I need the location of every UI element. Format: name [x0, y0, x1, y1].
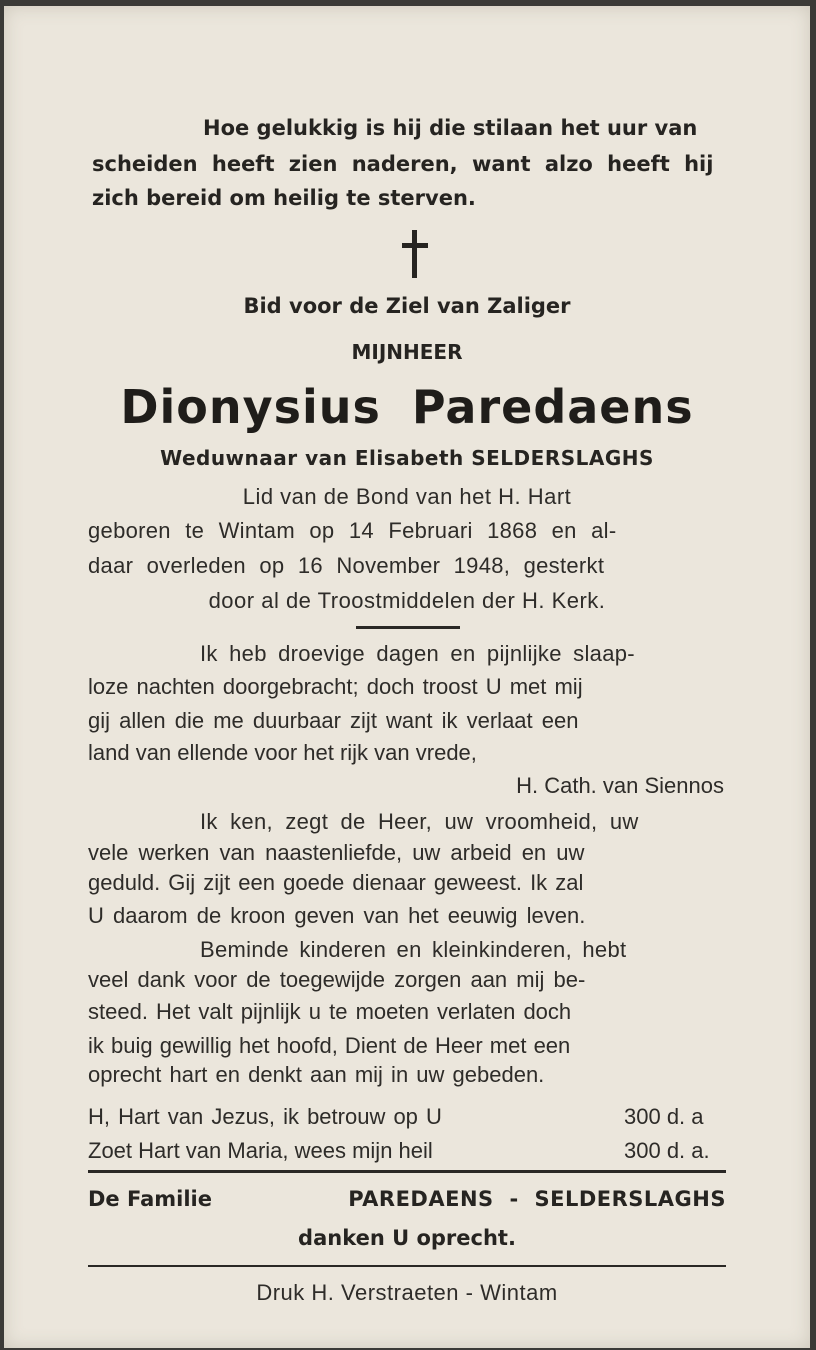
passage3-line-2: veel dank voor de toegewijde zorgen aan mij be- [88, 967, 586, 992]
divider-lower [88, 1265, 726, 1267]
quote-line-2: scheiden heeft zien naderen, want alzo heeft hij [92, 152, 714, 176]
divider-upper [88, 1170, 726, 1173]
short-divider [356, 626, 460, 629]
family-thanks-line [88, 1189, 726, 1210]
indulgence-days-2: 300 d. a. [624, 1138, 710, 1163]
passage3-line-5: oprecht hart en denkt aan mij in uw gebeden. [88, 1062, 545, 1087]
title-mijnheer: MIJNHEER [351, 340, 463, 364]
family-names: PAREDAENS - SELDERSLAGHS [348, 1187, 726, 1211]
passage1-line-1: Ik heb droevige dagen en pijnlijke slaap- [200, 641, 635, 666]
passage2-line-3: geduld. Gij zijt een goede dienaar geweest. Ik zal [88, 870, 584, 895]
thanks-line-2: danken U oprecht. [298, 1226, 516, 1250]
passage3-line-4: ik buig gewillig het hoofd, Dient de Heer met een [88, 1033, 571, 1058]
bio-line-1: Lid van de Bond van het H. Hart [242, 484, 572, 509]
memorial-card [4, 6, 810, 1348]
quote-line-3: zich bereid om heilig te sterven. [92, 186, 476, 210]
indulgence-days-1: 300 d. a [624, 1104, 704, 1129]
family-label: De Familie [88, 1187, 212, 1211]
cross-icon [402, 230, 428, 280]
passage1-line-2: loze nachten doorgebracht; doch troost U met mij [88, 674, 583, 699]
bio-line-4: door al de Troostmiddelen der H. Kerk. [208, 588, 606, 613]
widower-line: Weduwnaar van Elisabeth SELDERSLAGHS [160, 446, 654, 470]
indulgence-prayer-2: Zoet Hart van Maria, wees mijn heil [88, 1138, 433, 1163]
passage2-line-1: Ik ken, zegt de Heer, uw vroomheid, uw [200, 809, 639, 834]
bio-line-2: geboren te Wintam op 14 Februari 1868 en al- [88, 518, 617, 543]
indulgence-prayer-1: H, Hart van Jezus, ik betrouw op U [88, 1104, 442, 1129]
bio-line-3: daar overleden op 16 November 1948, gesterkt [88, 553, 605, 578]
passage2-line-4: U daarom de kroon geven van het eeuwig leven. [88, 903, 586, 928]
passage1-attribution: H. Cath. van Siennos [516, 773, 724, 798]
deceased-name: Dionysius Paredaens [120, 380, 694, 434]
printer-credit: Druk H. Verstraeten - Wintam [256, 1280, 558, 1305]
prayer-heading: Bid voor de Ziel van Zaliger [243, 294, 571, 318]
passage2-line-2: vele werken van naastenliefde, uw arbeid en uw [88, 840, 585, 865]
passage3-line-3: steed. Het valt pijnlijk u te moeten verlaten doch [88, 999, 572, 1024]
passage3-line-1: Beminde kinderen en kleinkinderen, hebt [200, 937, 627, 962]
passage1-line-4: land van ellende voor het rijk van vrede, [88, 740, 477, 765]
passage1-line-3: gij allen die me duurbaar zijt want ik verlaat een [88, 708, 579, 733]
quote-line-1: Hoe gelukkig is hij die stilaan het uur van [203, 116, 698, 140]
